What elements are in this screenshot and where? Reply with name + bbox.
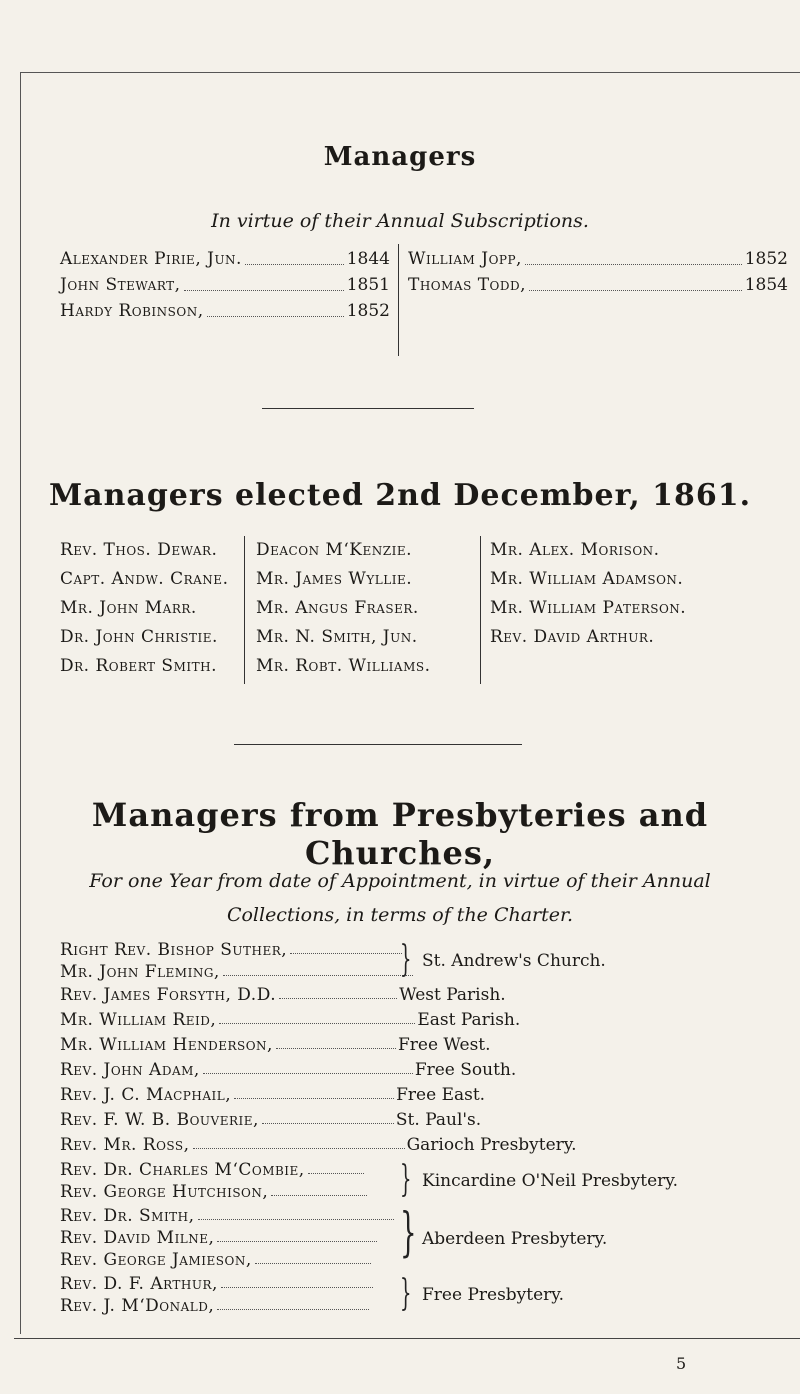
group-label: St. Andrew's Church. xyxy=(422,951,606,971)
managers-column-3 xyxy=(490,536,790,652)
frame-bottom-rule xyxy=(14,1338,800,1339)
group-label: Aberdeen Presbytery. xyxy=(422,1229,608,1249)
list-item: Capt. Andw. Crane. xyxy=(60,569,229,589)
list-item: Rev. D. F. Arthur, xyxy=(60,1274,375,1294)
managers-column-2 xyxy=(256,536,476,681)
list-item: Rev. Dr. Charles M‘Combie, xyxy=(60,1160,366,1180)
list-item: Hardy Robinson, 1852 xyxy=(60,298,390,324)
list-item: Dr. John Christie. xyxy=(60,627,218,647)
brace-icon: } xyxy=(400,939,412,980)
list-item: William Jopp, 1852 xyxy=(408,246,788,272)
frame-top-rule xyxy=(20,72,800,73)
group-label: Kincardine O'Neil Presbytery. xyxy=(422,1171,679,1191)
list-item: Deacon M‘Kenzie. xyxy=(256,540,412,560)
brace-icon: } xyxy=(400,1203,417,1263)
list-item: Thomas Todd, 1854 xyxy=(408,272,788,298)
section-rule xyxy=(234,744,522,745)
section3-title: Managers from Presbyteries and Churches, xyxy=(91,796,709,872)
section2-title: Managers elected 2nd December, 1861. xyxy=(48,478,752,513)
list-item: Mr. Alex. Morison. xyxy=(490,540,660,560)
list-item: Mr. William Reid, East Parish. xyxy=(60,1010,521,1030)
list-item: Alexander Pirie, Jun. 1844 xyxy=(60,246,390,272)
list-item: Rev. J. C. Macphail, Free East. xyxy=(60,1085,486,1105)
list-item: Rev. James Forsyth, D.D. West Parish. xyxy=(60,985,506,1005)
section-rule xyxy=(262,408,474,409)
column-divider xyxy=(244,536,245,684)
list-item: Rev. David Arthur. xyxy=(490,627,655,647)
list-item: Rev. Mr. Ross, Garioch Presbytery. xyxy=(60,1135,577,1155)
list-item: Mr. John Fleming, xyxy=(60,962,415,982)
list-item: Mr. John Marr. xyxy=(60,598,197,618)
section1-title: Managers xyxy=(323,142,477,172)
list-item: Mr. William Henderson, Free West. xyxy=(60,1035,491,1055)
list-item: John Stewart, 1851 xyxy=(60,272,390,298)
frame-left-rule xyxy=(20,72,21,1334)
list-item: Rev. George Hutchison, xyxy=(60,1182,369,1202)
column-divider xyxy=(480,536,481,684)
list-item: Rev. J. M‘Donald, xyxy=(60,1296,371,1316)
list-item: Rev. F. W. B. Bouverie, St. Paul's. xyxy=(60,1110,482,1130)
subscribers-left-list xyxy=(60,246,390,324)
brace-icon: } xyxy=(400,1159,412,1200)
page-number: 5 xyxy=(676,1354,687,1373)
list-item: Mr. Robt. Williams. xyxy=(256,656,431,676)
group-label: Free Presbytery. xyxy=(422,1285,565,1305)
list-item: Rev. John Adam, Free South. xyxy=(60,1060,517,1080)
list-item: Rev. David Milne, xyxy=(60,1228,379,1248)
subscribers-right-list xyxy=(408,246,788,298)
list-item: Mr. N. Smith, Jun. xyxy=(256,627,418,647)
section1-subtitle: In virtue of their Annual Subscriptions. xyxy=(211,210,589,232)
brace-icon: } xyxy=(400,1273,412,1314)
section3-intro: For one Year from date of Appointment, in virtue of their Annual Collections, in terms of the Charter. xyxy=(89,870,711,926)
list-item: Rev. George Jamieson, xyxy=(60,1250,373,1270)
column-divider xyxy=(398,244,399,356)
list-item: Mr. Angus Fraser. xyxy=(256,598,419,618)
list-item: Mr. William Paterson. xyxy=(490,598,687,618)
list-item: Mr. James Wyllie. xyxy=(256,569,413,589)
list-item: Rev. Dr. Smith, xyxy=(60,1206,396,1226)
list-item: Rev. Thos. Dewar. xyxy=(60,540,218,560)
list-item: Dr. Robert Smith. xyxy=(60,656,217,676)
list-item: Right Rev. Bishop Suther, xyxy=(60,940,404,960)
managers-column-1 xyxy=(60,536,240,681)
list-item: Mr. William Adamson. xyxy=(490,569,684,589)
